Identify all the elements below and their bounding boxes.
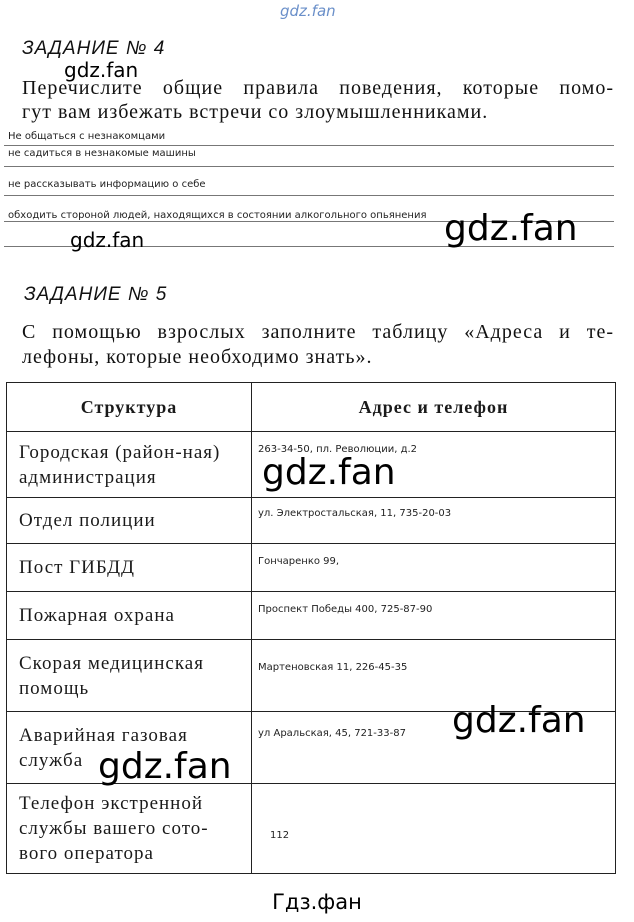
watermark-top: gdz.fan xyxy=(280,2,336,20)
address-cell: ул. Электростальская, 11, 735-20-03 xyxy=(252,498,616,544)
answer-line-1: Не общаться с незнакомцами xyxy=(8,131,166,142)
answer-rule xyxy=(4,145,614,146)
structure-cell: Пост ГИБДД xyxy=(7,544,252,592)
column-header-structure: Структура xyxy=(7,383,252,432)
table-row xyxy=(7,544,616,592)
task4-text-line1: Перечислите общие правила поведения, которые помо- xyxy=(22,77,614,99)
structure-cell: Телефон экстренной службы вашего сото-вого оператора xyxy=(7,784,252,874)
structure-cell: Пожарная охрана xyxy=(7,592,252,640)
watermark: gdz.fan xyxy=(262,452,396,493)
table-row xyxy=(7,592,616,640)
watermark: gdz.fan xyxy=(70,228,145,252)
table-header-row xyxy=(7,383,616,432)
task5-text-line1: С помощью взрослых заполните таблицу «Адреса и те- xyxy=(22,321,614,343)
table-row xyxy=(7,498,616,544)
answer-line-2: не садиться в незнакомые машины xyxy=(8,148,196,159)
task5-text-line2: лефоны, которые необходимо знать». xyxy=(22,346,373,368)
page-caption: Гдз.фан xyxy=(272,890,362,914)
address-cell: Проспект Победы 400, 725-87-90 xyxy=(252,592,616,640)
column-header-address: Адрес и телефон xyxy=(252,383,616,432)
answer-rule xyxy=(4,166,614,167)
address-cell: Мартеновская 11, 226-45-35 xyxy=(252,640,616,712)
structure-cell: Городская (район-ная) администрация xyxy=(7,432,252,498)
answer-line-4: обходить стороной людей, находящихся в состоянии алкогольного опьянения xyxy=(8,210,427,221)
watermark: gdz.fan xyxy=(452,700,586,741)
structure-cell: Отдел полиции xyxy=(7,498,252,544)
table-row xyxy=(7,784,616,874)
answer-rule xyxy=(4,195,614,196)
watermark: gdz.fan xyxy=(64,58,139,82)
task4-text-line2: гут вам избежать встречи со злоумышленниками. xyxy=(22,101,489,123)
structure-cell: Скорая медицинская помощь xyxy=(7,640,252,712)
address-cell: Гончаренко 99, xyxy=(252,544,616,592)
task5-heading: ЗАДАНИЕ № 5 xyxy=(24,284,168,305)
task4-heading: ЗАДАНИЕ № 4 xyxy=(22,38,166,59)
watermark: gdz.fan xyxy=(444,208,578,249)
address-cell: 112 xyxy=(252,784,616,874)
structure-cell: Аварийная газовая служба xyxy=(7,712,252,784)
watermark: gdz.fan xyxy=(98,746,232,787)
address-cell: 263-34-50, пл. Революции, д.2 xyxy=(252,432,616,498)
answer-line-3: не рассказывать информацию о себе xyxy=(8,179,206,190)
address-cell: ул Аральская, 45, 721-33-87 xyxy=(252,712,616,784)
